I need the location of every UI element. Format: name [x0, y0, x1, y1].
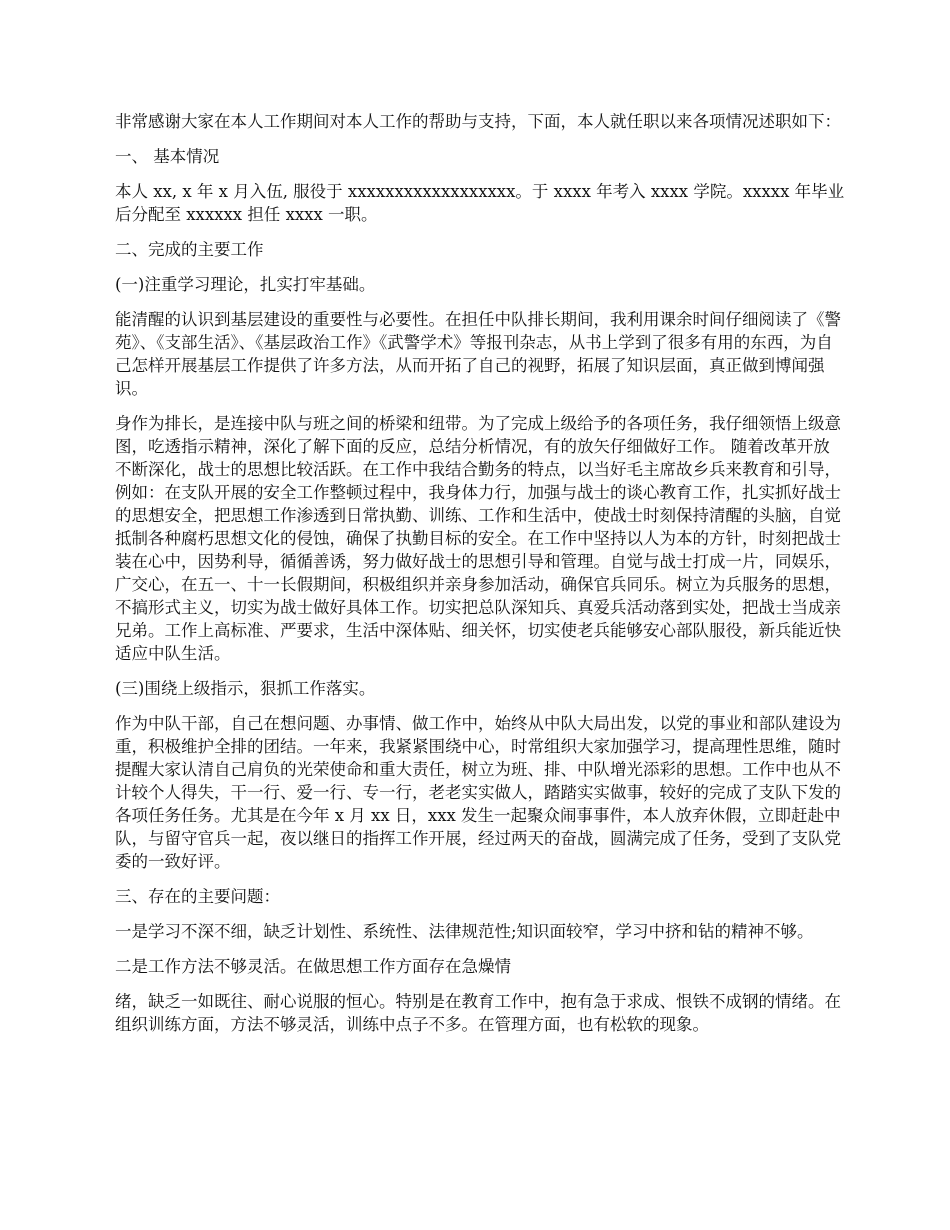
section-heading-main-work: 二、完成的主要工作 [115, 240, 264, 259]
problem-two-continued-paragraph: 绪，缺乏一如既往、耐心说服的恒心。特别是在教育工作中，抱有急于求成、恨铁不成钢的情绪。在组织训练方面，方法不够灵活，训练中点子不多。在管理方面，也有松软的现象。 [115, 992, 841, 1034]
problem-one-paragraph: 一是学习不深不细，缺乏计划性、系统性、法律规范性;知识面较窄，学习中挤和钻的精神不够。 [115, 922, 814, 941]
problem-two-paragraph: 二是工作方法不够灵活。在做思想工作方面存在急燥情 [115, 957, 511, 976]
squadron-cadre-paragraph: 作为中队干部，自己在想问题、办事情、做工作中，始终从中队大局出发，以党的事业和部队建设为重，积极维护全排的团结。一年来，我紧紧围绕中心，时常组织大家加强学习，提高理性思维，随时提醒大家认清自己肩负的光荣使命和重大责任，树立为班、排、中队增光添彩的思想。工作中也从不计较个人得失，干一行、爱一行、专一行，老老实实做人，踏踏实实做事，较好的完成了支队下发的各项任务任务。尤其是在今年 x 月 xx 日，xxx 发生一起聚众闹事事件，本人放弃休假，立即赶赴中队，与留守官兵一起，夜以继日的指挥工作开展，经过两天的奋战，圆满完成了任务，受到了支队党委的一致好评。 [115, 714, 841, 871]
subheading-implement-instructions: (三)围绕上级指示，狠抓工作落实。 [115, 679, 376, 698]
study-theory-paragraph: 能清醒的认识到基层建设的重要性与必要性。在担任中队排长期间，我利用课余时间仔细阅读了《警苑》、《支部生活》、《基层政治工作》《武警学术》等报刊杂志，从书上学到了很多有用的东西，为自己怎样开展基层工作提供了许多方法，从而开拓了自己的视野，拓展了知识层面，真正做到博闻强识。 [115, 310, 841, 398]
document-body [115, 110, 845, 1048]
basic-info-paragraph: 本人 xx, x 年 x 月入伍, 服役于 xxxxxxxxxxxxxxxxxx。于 xxxx 年考入 xxxx 学院。xxxxx 年毕业后分配至 xxxxxx 担任 xxxx 一职。 [115, 182, 845, 224]
platoon-leader-paragraph: 身作为排长，是连接中队与班之间的桥梁和纽带。为了完成上级给予的各项任务，我仔细领悟上级意图，吃透指示精神，深化了解下面的反应，总结分析情况，有的放矢仔细做好工作。 随着改革开放不断深化，战士的思想比较活跃。在工作中我结合勤务的特点，以当好毛主席故乡兵来教育和引导，例如：在支队开展的安全工作整顿过程中，我身体力行，加强与战士的谈心教育工作，扎实抓好战士的思想安全，把思想工作渗透到日常执勤、训练、工作和生活中，使战士时刻保持清醒的头脑，自觉抵制各种腐朽思想文化的侵蚀，确保了执勤目标的安全。在工作中坚持以人为本的方针，时刻把战士装在心中，因势利导，循循善诱，努力做好战士的思想引导和管理。自觉与战士打成一片，同娱乐，广交心，在五一、十一长假期间，积极组织并亲身参加活动，确保官兵同乐。树立为兵服务的思想，不搞形式主义，切实为战士做好具体工作。切实把总队深知兵、真爱兵活动落到实处，把战士当成亲兄弟。工作上高标准、严要求，生活中深体贴、细关怀，切实使老兵能够安心部队服役，新兵能近快适应中队生活。 [115, 414, 841, 663]
subheading-study-theory: (一)注重学习理论，扎实打牢基础。 [115, 275, 376, 294]
intro-paragraph: 非常感谢大家在本人工作期间对本人工作的帮助与支持，下面，本人就任职以来各项情况述职如下： [115, 112, 841, 131]
section-heading-basic-info: 一、 基本情况 [115, 147, 220, 166]
section-heading-problems: 三、存在的主要问题： [115, 887, 280, 906]
